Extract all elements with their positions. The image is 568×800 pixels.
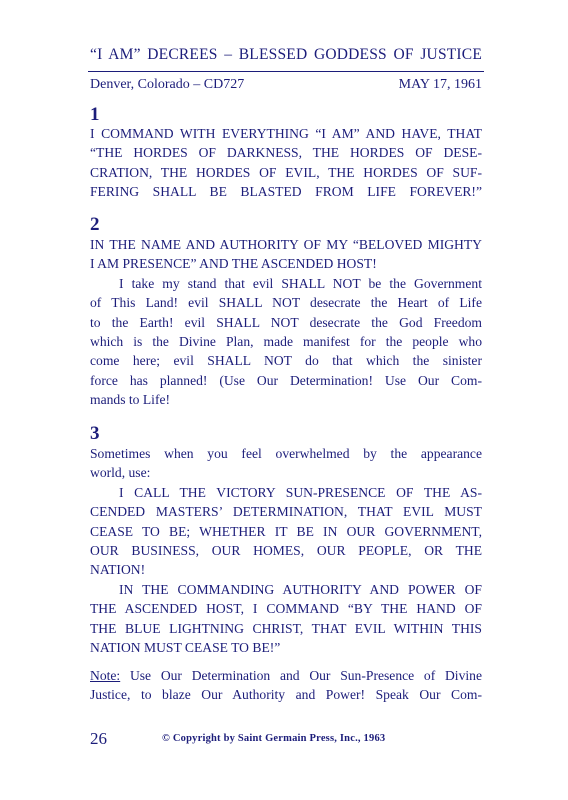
text-line: force has planned! (Use Our Determination! Use Our Com- bbox=[90, 372, 482, 388]
note-label: Note: bbox=[90, 668, 121, 683]
text-line: “THE HORDES OF DARKNESS, THE HORDES OF DESE- bbox=[90, 145, 482, 161]
text-line: which is the Divine Plan, made manifest for the people who bbox=[90, 334, 482, 350]
note-line bbox=[90, 666, 482, 685]
text-line: NATION! bbox=[90, 562, 146, 578]
section-1-text bbox=[90, 124, 482, 202]
text-line: world, use: bbox=[90, 465, 151, 481]
text-line: CEASE TO BE; WHETHER IT BE IN OUR GOVERNMENT, bbox=[90, 523, 482, 539]
page-number: 26 bbox=[90, 729, 107, 748]
text-line: IN THE NAME AND AUTHORITY OF MY “BELOVED MIGHTY bbox=[90, 237, 482, 252]
page-header-title: “I AM” DECREES – BLESSED GODDESS OF JUSTICE bbox=[90, 46, 482, 63]
section-number-2: 2 bbox=[90, 214, 100, 235]
section-2-text bbox=[90, 235, 482, 410]
text-line: IN THE COMMANDING AUTHORITY AND POWER OF bbox=[119, 581, 482, 597]
section-number-3: 3 bbox=[90, 423, 100, 444]
text-line: come here; evil SHALL NOT do that which the sinister bbox=[90, 353, 482, 369]
text-line: I take my stand that evil SHALL NOT be the Government bbox=[119, 275, 482, 291]
text-line: mands to Life! bbox=[90, 392, 171, 408]
text-line: NATION MUST CEASE TO BE!” bbox=[90, 640, 281, 656]
text-line: THE ASCENDED HOST, I COMMAND “BY THE HAND OF bbox=[90, 601, 482, 617]
text-line: of This Land! evil SHALL NOT desecrate the Heart of Life bbox=[90, 295, 482, 311]
text-line: FERING SHALL BE BLASTED FROM LIFE FOREVER!” bbox=[90, 184, 482, 200]
header-date: MAY 17, 1961 bbox=[398, 77, 482, 92]
text-line: I COMMAND WITH EVERYTHING “I AM” AND HAVE, THAT bbox=[90, 126, 482, 141]
section-number-1: 1 bbox=[90, 104, 100, 125]
header-location: Denver, Colorado – CD727 bbox=[90, 77, 245, 92]
text-line: CENDED MASTERS’ DETERMINATION, THAT EVIL MUST bbox=[90, 504, 482, 520]
section-3-text bbox=[90, 444, 482, 657]
text-line: I CALL THE VICTORY SUN-PRESENCE OF THE AS- bbox=[119, 484, 482, 500]
note-paragraph bbox=[90, 666, 482, 705]
text-line: Sometimes when you feel overwhelmed by the appearance bbox=[90, 446, 482, 461]
header-meta bbox=[90, 77, 482, 93]
text-line: CRATION, THE HORDES OF EVIL, THE HORDES OF SUF- bbox=[90, 164, 482, 180]
note-text: Use Our Determination and Our Sun-Presence of Divine bbox=[120, 668, 482, 683]
header-rule bbox=[88, 71, 484, 72]
text-line: to the Earth! evil SHALL NOT desecrate the God Freedom bbox=[90, 314, 482, 330]
text-line: I AM PRESENCE” AND THE ASCENDED HOST! bbox=[90, 256, 377, 272]
text-line: OUR BUSINESS, OUR HOMES, OUR PEOPLE, OR THE bbox=[90, 543, 482, 559]
copyright-notice: © Copyright by Saint Germain Press, Inc., 1963 bbox=[162, 733, 386, 744]
text-line: THE BLUE LIGHTNING CHRIST, THAT EVIL WITHIN THIS bbox=[90, 620, 482, 636]
note-line: Justice, to blaze Our Authority and Power! Speak Our Com- bbox=[90, 687, 482, 703]
